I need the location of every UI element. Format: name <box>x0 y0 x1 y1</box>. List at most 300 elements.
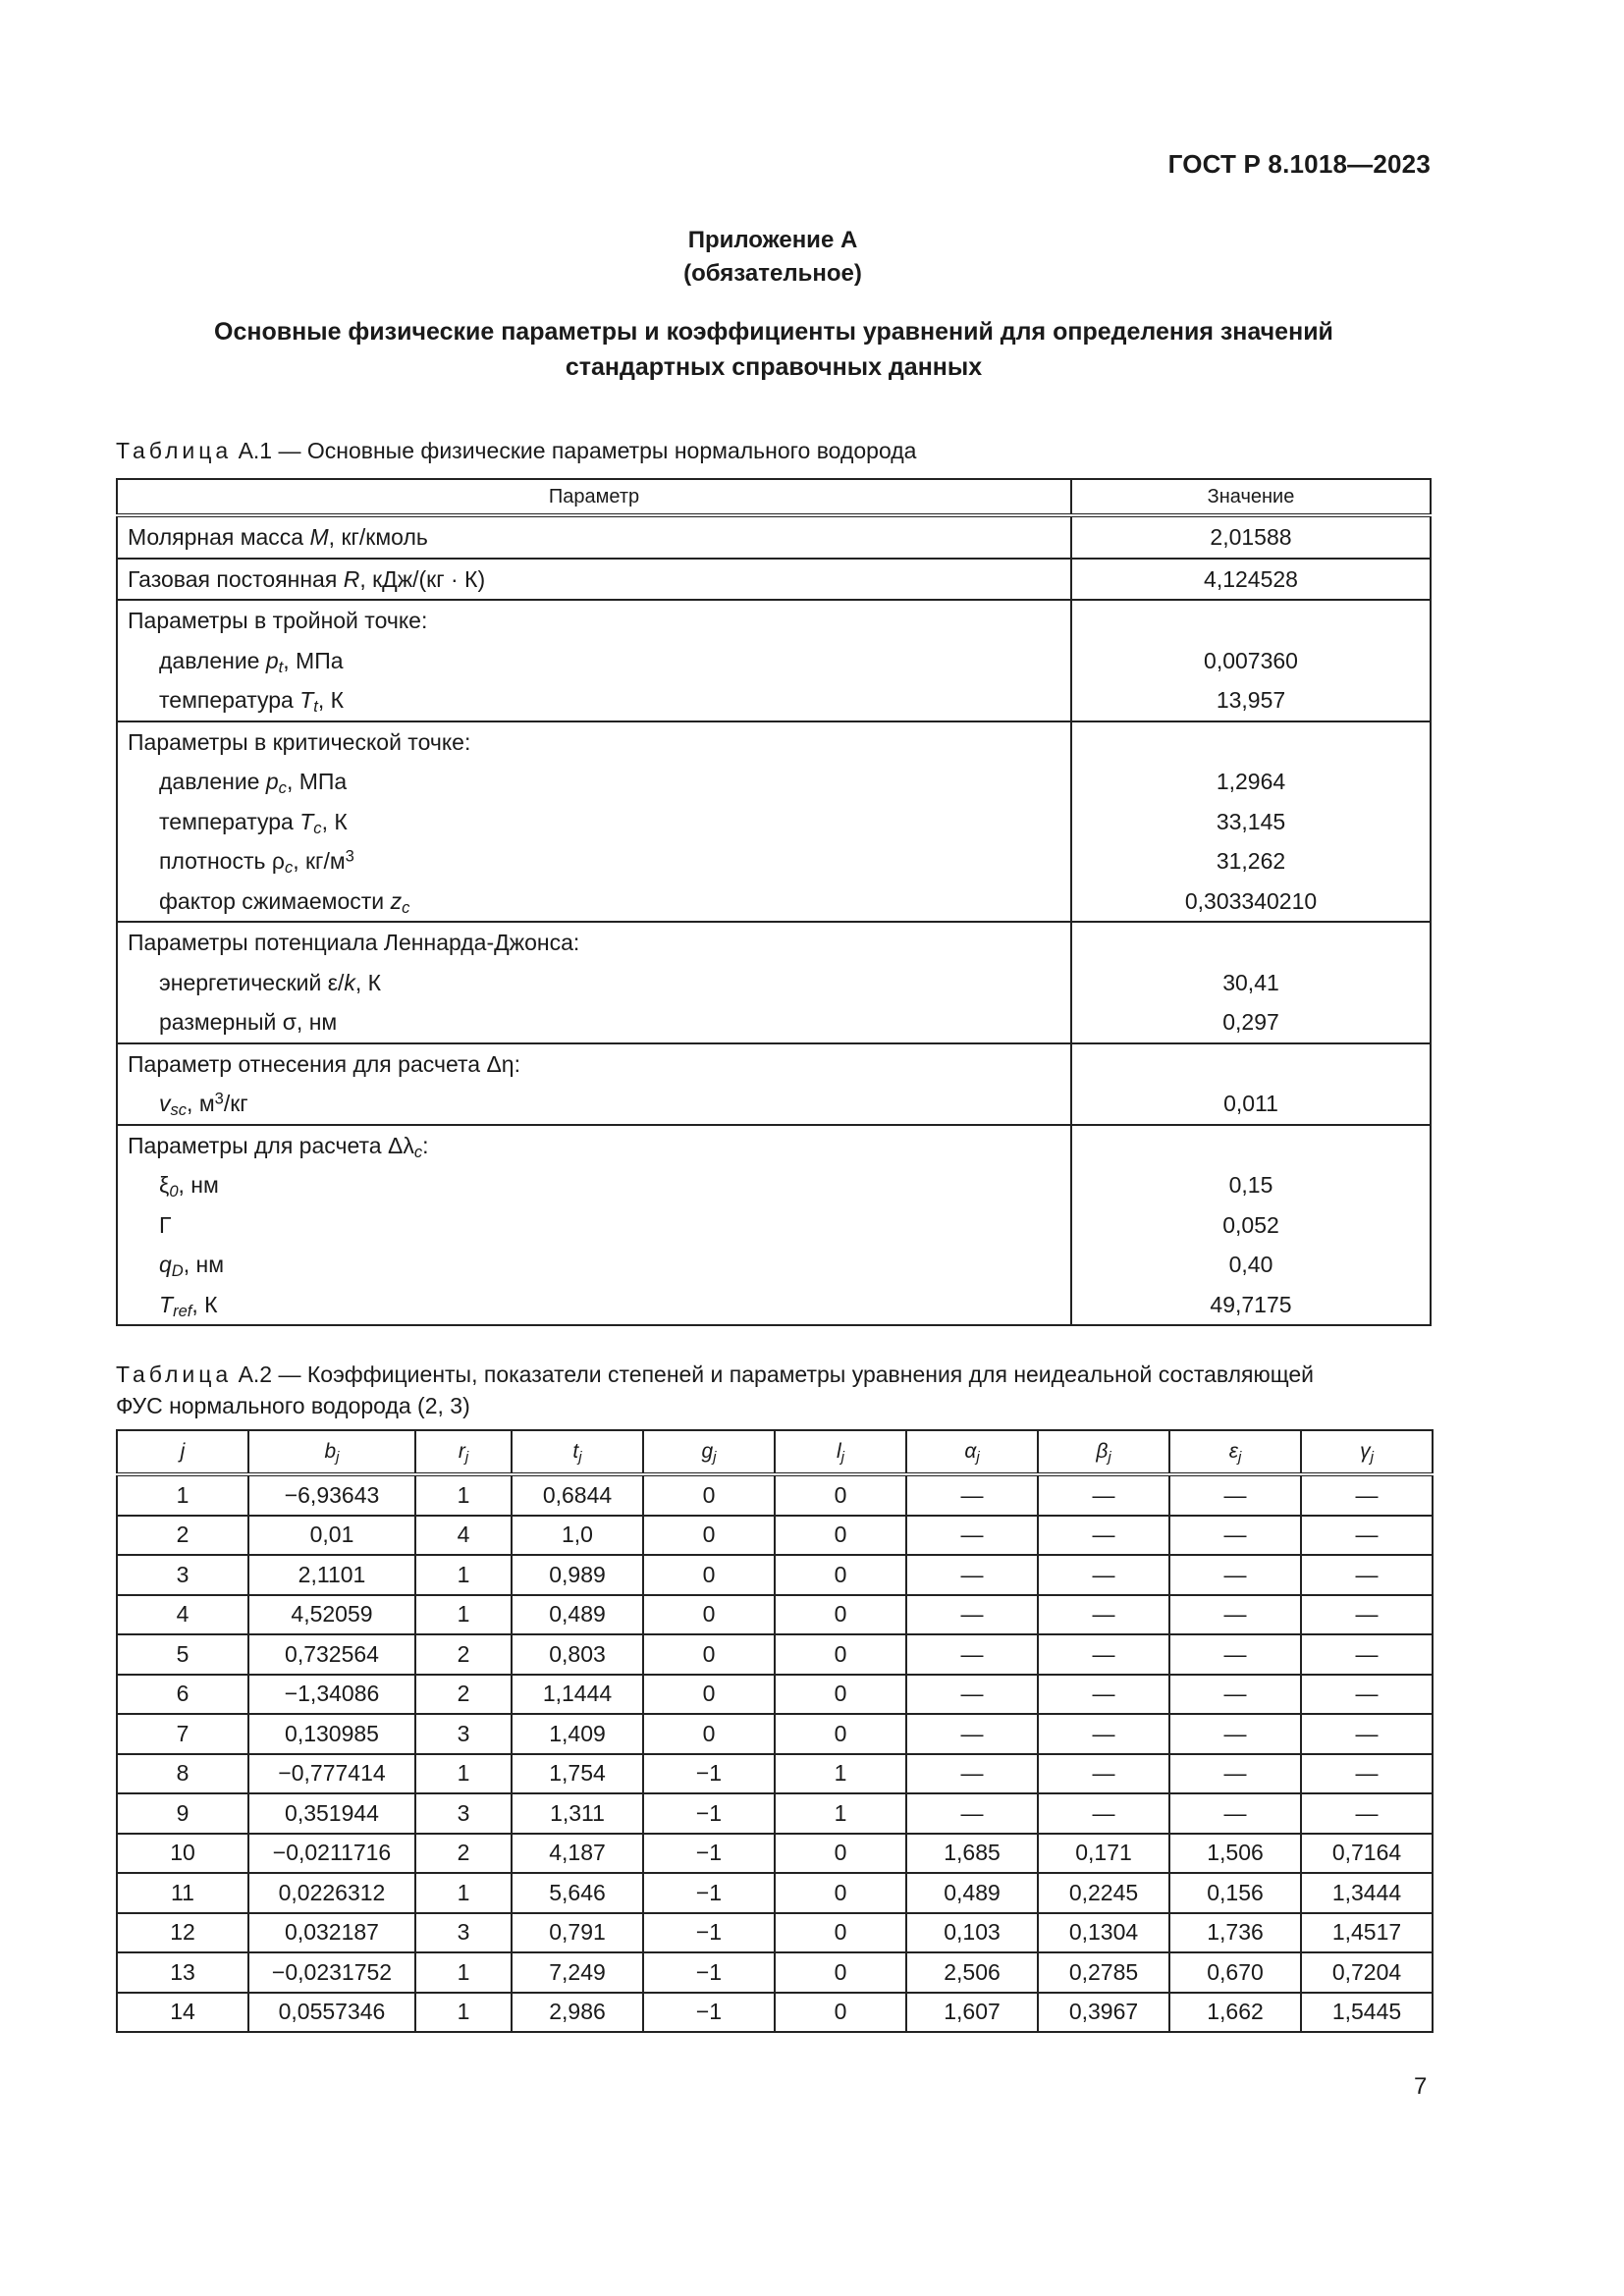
table-cell: — <box>906 1675 1038 1715</box>
table-cell: 0,489 <box>512 1595 643 1635</box>
parameter-unit: , кДж/(кг · К) <box>359 565 486 592</box>
parameter-value: 0,011 <box>1223 1091 1278 1116</box>
table-cell: −0,0211716 <box>248 1834 415 1874</box>
table-cell: 0 <box>775 1675 906 1715</box>
parameter-name: Параметр отнесения для расчета Δη: <box>128 1050 520 1077</box>
table-cell: 0 <box>775 1993 906 2033</box>
header-subscript: j <box>976 1448 980 1466</box>
parameter-name: температура <box>159 808 300 834</box>
table-cell: 3 <box>117 1555 248 1595</box>
table-cell: 0 <box>643 1714 775 1754</box>
parameter-subscript <box>414 1143 422 1161</box>
parameter-line <box>128 560 1070 600</box>
table-row <box>117 1675 1433 1715</box>
parameter-name: Молярная масса <box>128 524 310 550</box>
table-cell: 2 <box>415 1634 512 1675</box>
table-cell: — <box>906 1793 1038 1834</box>
table1-caption <box>116 435 1432 466</box>
parameter-symbol: z <box>390 887 403 914</box>
header-symbol: j <box>180 1440 186 1463</box>
table-cell: 0 <box>643 1474 775 1516</box>
header-subscript: j <box>578 1448 582 1466</box>
table-cell: −1 <box>643 1993 775 2033</box>
table-cell: 0,156 <box>1169 1873 1301 1913</box>
parameter-name: Параметры в тройной точке: <box>128 608 428 633</box>
table-cell: 0 <box>643 1595 775 1635</box>
table-cell: 10 <box>117 1834 248 1874</box>
table-cell: — <box>1301 1516 1433 1556</box>
parameter-unit: , К <box>321 808 348 834</box>
table-cell: 0,7164 <box>1301 1834 1433 1874</box>
table-cell: — <box>1038 1675 1169 1715</box>
header-symbol: ε <box>1228 1440 1238 1463</box>
parameter-subscript <box>173 1302 191 1320</box>
parameter-unit: , м <box>187 1091 215 1116</box>
table-cell: 1 <box>415 1952 512 1993</box>
table-cell: — <box>1301 1634 1433 1675</box>
table2-header-cell <box>643 1430 775 1474</box>
table2-header-cell <box>248 1430 415 1474</box>
parameter-name: фактор сжимаемости <box>159 887 391 914</box>
table-cell: 0,171 <box>1038 1834 1169 1874</box>
table-row <box>117 1754 1433 1794</box>
table-cell: 1,736 <box>1169 1913 1301 1953</box>
parameter-line <box>128 1126 1070 1166</box>
table-cell: 0 <box>775 1516 906 1556</box>
table-row <box>117 1793 1433 1834</box>
table1-header-row <box>117 479 1431 515</box>
parameter-subscript <box>285 858 293 877</box>
table-cell: — <box>906 1516 1038 1556</box>
parameter-subscript <box>313 819 321 837</box>
table1-value-cell <box>1071 1043 1431 1125</box>
table-cell: — <box>906 1595 1038 1635</box>
table1-header-value: Значение <box>1071 479 1431 515</box>
parameter-subscript <box>172 1261 184 1280</box>
parameter-value: 30,41 <box>1222 969 1279 995</box>
table1-value-cell <box>1071 922 1431 1043</box>
parameter-symbol: M <box>309 524 329 550</box>
parameter-value <box>1072 923 1430 963</box>
table1-parameter-cell <box>117 515 1071 559</box>
table2-caption-text: А.2 — Коэффициенты, показатели степеней и параметры уравнения для неидеальной составляющей <box>232 1362 1315 1387</box>
parameter-value: 13,957 <box>1216 687 1286 713</box>
table-row <box>117 1555 1433 1595</box>
parameter-value: 0,15 <box>1228 1172 1273 1198</box>
subscript-text: 0 <box>169 1182 179 1201</box>
table-cell: — <box>1301 1793 1433 1834</box>
table-cell: 1,754 <box>512 1754 643 1794</box>
table-cell: 1,311 <box>512 1793 643 1834</box>
parameter-name: Γ <box>159 1211 172 1238</box>
table-cell: — <box>1038 1714 1169 1754</box>
table-cell: — <box>1169 1793 1301 1834</box>
parameter-value: 0,052 <box>1222 1211 1279 1238</box>
table2-header-cell <box>415 1430 512 1474</box>
table-cell: — <box>1038 1595 1169 1635</box>
table-cell: — <box>1038 1754 1169 1794</box>
header-symbol: β <box>1096 1440 1109 1463</box>
table1-parameter-cell <box>117 1125 1071 1326</box>
parameter-line <box>128 802 1070 842</box>
table2-caption-word: Таблица <box>116 1362 233 1387</box>
table-row <box>117 1834 1433 1874</box>
table-cell: 0 <box>643 1555 775 1595</box>
table-cell: 0,130985 <box>248 1714 415 1754</box>
header-symbol: r <box>458 1440 465 1463</box>
table-cell: — <box>1038 1793 1169 1834</box>
table-row <box>117 1952 1433 1993</box>
parameter-name: Параметры в критической точке: <box>128 728 471 755</box>
table2-header-cell <box>117 1430 248 1474</box>
table-row <box>117 1714 1433 1754</box>
table-row <box>117 1516 1433 1556</box>
parameter-line <box>128 1205 1070 1246</box>
subscript-text: D <box>171 1261 184 1281</box>
header-subscript: j <box>713 1448 717 1466</box>
table-cell: 0,0557346 <box>248 1993 415 2033</box>
header-symbol: g <box>701 1440 714 1463</box>
table1-header-parameter: Параметр <box>117 479 1071 515</box>
table-cell: 0 <box>775 1714 906 1754</box>
appendix-heading <box>0 224 1545 291</box>
header-subscript: j <box>1237 1448 1242 1466</box>
header-symbol: l <box>836 1440 841 1463</box>
table-cell: −1 <box>643 1913 775 1953</box>
parameter-value <box>1072 722 1430 763</box>
parameter-unit: , нм <box>183 1252 225 1277</box>
parameter-value: 1,2964 <box>1216 769 1286 794</box>
table-cell: 0,103 <box>906 1913 1038 1953</box>
table-row <box>117 1634 1433 1675</box>
main-title-line-2: стандартных справочных данных <box>565 353 983 381</box>
parameter-line <box>128 963 1070 1003</box>
table-cell: 5,646 <box>512 1873 643 1913</box>
table-cell: −0,0231752 <box>248 1952 415 1993</box>
table-cell: — <box>1169 1714 1301 1754</box>
parameter-unit: , кг/кмоль <box>328 524 428 550</box>
table-cell: 2 <box>415 1834 512 1874</box>
header-subscript: j <box>336 1448 340 1466</box>
table2-header-cell <box>906 1430 1038 1474</box>
table-cell: — <box>1301 1714 1433 1754</box>
page-number: 7 <box>1414 2073 1428 2100</box>
table1-group-row <box>117 721 1431 923</box>
header-symbol: t <box>572 1440 579 1463</box>
table-cell: — <box>1038 1634 1169 1675</box>
table-cell: 0,732564 <box>248 1634 415 1675</box>
table-cell: — <box>906 1754 1038 1794</box>
table-cell: 0 <box>643 1516 775 1556</box>
table-cell: 11 <box>117 1873 248 1913</box>
table-cell: 1,662 <box>1169 1993 1301 2033</box>
header-symbol: α <box>964 1440 977 1463</box>
table-cell: −1 <box>643 1754 775 1794</box>
table1-group-row <box>117 559 1431 601</box>
parameter-line <box>128 722 1070 763</box>
table2-caption-line-1 <box>116 1359 1432 1390</box>
table1-group-row <box>117 922 1431 1043</box>
table-cell: 2,506 <box>906 1952 1038 1993</box>
parameter-symbol: R <box>343 565 360 592</box>
table2-header-cell <box>1038 1430 1169 1474</box>
table1-parameter-cell <box>117 600 1071 721</box>
table1-parameter-cell <box>117 1043 1071 1125</box>
table1-body <box>117 515 1431 1325</box>
table-cell: 0,7204 <box>1301 1952 1433 1993</box>
table-cell: −1 <box>643 1873 775 1913</box>
table-cell: 4,52059 <box>248 1595 415 1635</box>
table1-parameter-cell <box>117 721 1071 923</box>
table-cell: 14 <box>117 1993 248 2033</box>
parameter-unit: , К <box>191 1291 218 1317</box>
table-cell: 0,032187 <box>248 1913 415 1953</box>
table-cell: 6 <box>117 1675 248 1715</box>
table1-value-cell <box>1071 559 1431 601</box>
table-cell: 5 <box>117 1634 248 1675</box>
subscript-text: c <box>402 897 410 917</box>
parameter-subscript <box>402 898 409 917</box>
table-cell: 0,989 <box>512 1555 643 1595</box>
parameter-name: Параметры потенциала Леннарда-Джонса: <box>128 930 580 955</box>
table-cell: 1,1444 <box>512 1675 643 1715</box>
table-cell: 1,409 <box>512 1714 643 1754</box>
table1-value-cell <box>1071 600 1431 721</box>
table-cell: 0,351944 <box>248 1793 415 1834</box>
table2-header-row <box>117 1430 1433 1474</box>
parameter-value: 49,7175 <box>1210 1291 1292 1317</box>
table-cell: 0,803 <box>512 1634 643 1675</box>
table-cell: 0,01 <box>248 1516 415 1556</box>
table1-group-row <box>117 1043 1431 1125</box>
table-cell: 1 <box>415 1474 512 1516</box>
table2-header-cell <box>512 1430 643 1474</box>
table-cell: 0,6844 <box>512 1474 643 1516</box>
parameter-unit: , К <box>317 687 345 713</box>
table-cell: — <box>1169 1634 1301 1675</box>
table-cell: — <box>906 1474 1038 1516</box>
table-cell: 2,986 <box>512 1993 643 2033</box>
parameter-line <box>128 881 1070 922</box>
parameter-superscript: 3 <box>345 846 354 866</box>
subscript-text: c <box>284 858 294 878</box>
table1-group-row <box>117 600 1431 721</box>
table-cell: −1 <box>643 1952 775 1993</box>
main-title <box>116 314 1432 385</box>
table-cell: — <box>1038 1474 1169 1516</box>
parameter-line <box>128 641 1070 681</box>
parameter-symbol: k <box>344 969 355 995</box>
table-cell: 0,2245 <box>1038 1873 1169 1913</box>
table-cell: 0 <box>775 1834 906 1874</box>
parameter-line <box>128 517 1070 558</box>
parameter-unit: , К <box>354 969 382 995</box>
table-cell: 1,685 <box>906 1834 1038 1874</box>
table-cell: 1,4517 <box>1301 1913 1433 1953</box>
parameter-name: ξ <box>159 1172 170 1198</box>
table-cell: 0,1304 <box>1038 1913 1169 1953</box>
table-cell: 0 <box>775 1474 906 1516</box>
table-cell: 7 <box>117 1714 248 1754</box>
parameter-unit: , кг/м <box>293 848 346 874</box>
table-cell: 0,2785 <box>1038 1952 1169 1993</box>
table-cell: — <box>1301 1595 1433 1635</box>
parameter-name: Газовая постоянная <box>128 565 344 592</box>
table-cell: 3 <box>415 1793 512 1834</box>
parameter-name: температура <box>159 687 300 713</box>
table-cell: — <box>1301 1754 1433 1794</box>
table-cell: — <box>1169 1754 1301 1794</box>
table2-caption-line-2: ФУС нормального водорода (2, 3) <box>116 1393 470 1418</box>
table-cell: 1,5445 <box>1301 1993 1433 2033</box>
table2-caption <box>116 1359 1432 1421</box>
parameter-symbol: p <box>265 769 279 794</box>
parameter-unit: , нм <box>178 1172 219 1198</box>
parameter-unit: , МПа <box>283 647 344 673</box>
header-subscript: j <box>840 1448 845 1466</box>
table-cell: 13 <box>117 1952 248 1993</box>
main-title-line-1: Основные физические параметры и коэффициенты уравнений для определения значений <box>214 318 1333 346</box>
table-cell: 0 <box>775 1873 906 1913</box>
table-cell: 0,489 <box>906 1873 1038 1913</box>
table-cell: 0 <box>775 1913 906 1953</box>
table-cell: — <box>1169 1555 1301 1595</box>
table-cell: — <box>1169 1675 1301 1715</box>
parameter-value <box>1072 1044 1430 1085</box>
parameter-line <box>128 1044 1070 1085</box>
parameter-name: энергетический ε/ <box>159 969 345 995</box>
parameter-line <box>128 923 1070 963</box>
table-cell: 0,670 <box>1169 1952 1301 1993</box>
parameter-unit-tail: /кг <box>223 1091 248 1116</box>
parameter-line <box>128 1002 1070 1042</box>
table1-group-row <box>117 515 1431 559</box>
table-cell: −1 <box>643 1793 775 1834</box>
table-main-parameters <box>116 478 1432 1326</box>
table-cell: 3 <box>415 1913 512 1953</box>
table-cell: 2,1101 <box>248 1555 415 1595</box>
parameter-line <box>128 841 1070 881</box>
parameter-line <box>128 762 1070 802</box>
subscript-text: c <box>413 1142 423 1161</box>
table2-header-cell <box>1301 1430 1433 1474</box>
subscript-text: sc <box>170 1100 188 1120</box>
parameter-value: 4,124528 <box>1204 565 1298 592</box>
appendix-title: Приложение А <box>687 227 858 253</box>
table-cell: 2 <box>415 1675 512 1715</box>
parameter-subscript <box>279 778 287 797</box>
parameter-symbol: v <box>159 1091 171 1116</box>
table-cell: 4 <box>415 1516 512 1556</box>
header-subscript: j <box>1108 1448 1111 1466</box>
subscript-text: ref <box>173 1301 192 1320</box>
table-cell: 0 <box>775 1952 906 1993</box>
table-cell: — <box>1038 1555 1169 1595</box>
table-cell: 1 <box>775 1793 906 1834</box>
parameter-value: 0,303340210 <box>1184 887 1318 914</box>
parameter-name: размерный σ, нм <box>159 1009 338 1035</box>
table-coefficients <box>116 1429 1434 2033</box>
table1-value-cell <box>1071 1125 1431 1326</box>
parameter-line <box>128 601 1070 641</box>
header-subscript: j <box>1370 1448 1374 1466</box>
subscript-text: c <box>313 818 322 837</box>
table-cell: 1 <box>415 1754 512 1794</box>
table-cell: 12 <box>117 1913 248 1953</box>
parameter-subscript <box>169 1182 178 1201</box>
table-cell: — <box>1301 1675 1433 1715</box>
table2-header-cell <box>775 1430 906 1474</box>
table-cell: 1,506 <box>1169 1834 1301 1874</box>
header-symbol: b <box>324 1440 337 1463</box>
table-cell: 1 <box>117 1474 248 1516</box>
table-cell: 0 <box>775 1555 906 1595</box>
table-cell: 0 <box>775 1634 906 1675</box>
parameter-unit: : <box>422 1132 429 1158</box>
table-cell: 1 <box>415 1595 512 1635</box>
table-cell: — <box>906 1555 1038 1595</box>
header-symbol: γ <box>1360 1440 1371 1463</box>
table-cell: — <box>1301 1474 1433 1516</box>
table-cell: — <box>906 1634 1038 1675</box>
table1-parameter-cell <box>117 922 1071 1043</box>
table-cell: 0,3967 <box>1038 1993 1169 2033</box>
parameter-symbol: p <box>265 647 279 673</box>
parameter-line <box>128 680 1070 721</box>
table-row <box>117 1595 1433 1635</box>
table-cell: 2 <box>117 1516 248 1556</box>
table-cell: — <box>1038 1516 1169 1556</box>
parameter-value: 33,145 <box>1216 808 1286 834</box>
parameter-value: 0,297 <box>1222 1009 1279 1035</box>
table-cell: 9 <box>117 1793 248 1834</box>
table1-group-row <box>117 1125 1431 1326</box>
table-cell: 0,0226312 <box>248 1873 415 1913</box>
parameter-symbol: q <box>159 1252 172 1277</box>
table-row <box>117 1873 1433 1913</box>
parameter-value <box>1072 1126 1430 1166</box>
parameter-value: 31,262 <box>1216 848 1286 874</box>
table-cell: — <box>1169 1595 1301 1635</box>
table-cell: 1 <box>775 1754 906 1794</box>
parameter-name: плотность ρ <box>159 848 285 874</box>
parameter-value: 2,01588 <box>1210 524 1292 550</box>
subscript-text: c <box>278 778 287 798</box>
parameter-line <box>128 1245 1070 1285</box>
table2-body <box>117 1474 1433 2032</box>
parameter-superscript: 3 <box>214 1089 224 1108</box>
parameter-unit: , МПа <box>286 769 348 794</box>
table-cell: — <box>1301 1555 1433 1595</box>
parameter-symbol: T <box>159 1291 174 1317</box>
parameter-line <box>128 1084 1070 1124</box>
header-subscript: j <box>464 1448 469 1466</box>
table-cell: 4 <box>117 1595 248 1635</box>
table1-caption-text: А.1 — Основные физические параметры нормального водорода <box>232 438 917 463</box>
table-row <box>117 1474 1433 1516</box>
parameter-name: давление <box>159 769 266 794</box>
table1-value-cell <box>1071 515 1431 559</box>
table-cell: 1 <box>415 1993 512 2033</box>
table-cell: 0 <box>643 1675 775 1715</box>
table-row <box>117 1993 1433 2033</box>
parameter-subscript <box>171 1100 188 1119</box>
table1-caption-word: Таблица <box>116 438 233 463</box>
table-cell: 1 <box>415 1873 512 1913</box>
table-cell: 1,3444 <box>1301 1873 1433 1913</box>
appendix-status: (обязательное) <box>683 260 862 287</box>
table-cell: −1,34086 <box>248 1675 415 1715</box>
